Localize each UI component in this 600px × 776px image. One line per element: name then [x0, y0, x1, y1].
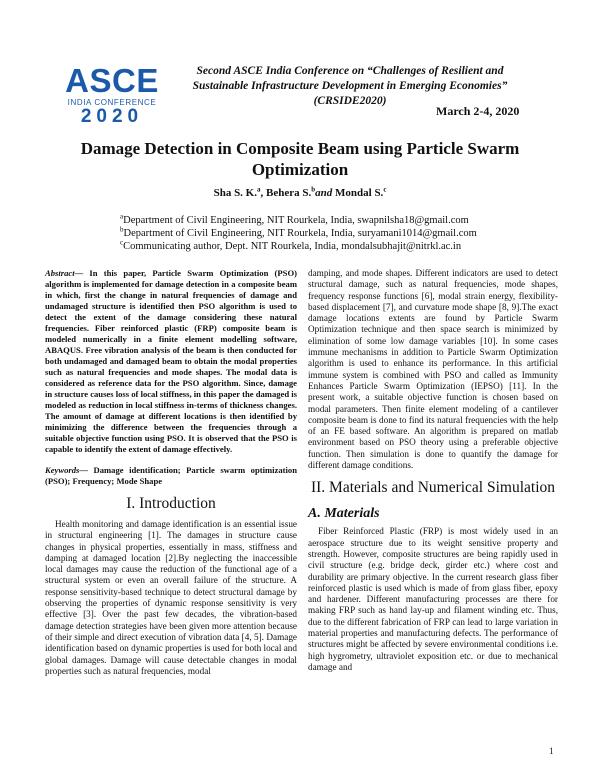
author-separator-1: ,: [260, 187, 266, 199]
author-1: Sha S. K.: [213, 187, 257, 199]
affiliation-3-text: Communicating author, Dept. NIT Rourkela, India, mondalsubhajit@nitrkl.ac.in: [123, 241, 462, 252]
right-column: [308, 268, 558, 673]
affiliations: [120, 214, 520, 253]
logo-subtitle: INDIA CONFERENCE: [67, 98, 157, 107]
affiliation-2-mark: b: [120, 225, 124, 234]
author-separator-2: and: [315, 187, 336, 199]
left-column: [45, 268, 297, 677]
abstract: [45, 268, 297, 455]
page-number: 1: [549, 746, 554, 756]
keywords-label: Keywords: [45, 465, 80, 475]
conference-line-2: Sustainable Infrastructure Development in Emerging Economies”: [192, 80, 508, 92]
logo-year: 2020: [80, 106, 144, 127]
author-1-mark: a: [257, 185, 261, 194]
materials-heading: II. Materials and Numerical Simulation: [310, 479, 556, 497]
introduction-body: Health monitoring and damage identification is an essential issue in structural engineering [1]. The damages in structure cause changes in physical properties, essentially in mass, stiffness and damping at damaged location [2].By neglecting the inaccessible local damages may cause the reduction of the functional age of a structural system or even an overall failure of the structure. A response sensitivity-based technique to detect structural damage by observing the properties of dynamic response sensitivity is very effective [3]. Over the past few decades, the vibration-based damage detection strategies have been given more attention because of their simple and direct execution of vibration data [4, 5]. Damage identification based on dynamic properties is used for both local and global damages. Damage will cause detectable changes in modal properties such as natural frequencies, modal: [45, 519, 297, 676]
materials-subheading: A. Materials: [308, 506, 380, 522]
author-3-mark: c: [383, 185, 387, 194]
conference-header: [180, 64, 520, 109]
conference-logo: [62, 62, 162, 127]
conference-date: March 2-4, 2020: [436, 104, 520, 118]
affiliation-1-mark: a: [120, 212, 124, 221]
abstract-label: Abstract: [45, 268, 75, 278]
affiliation-2: [120, 227, 520, 240]
introduction-heading: I. Introduction: [126, 495, 216, 512]
author-3: Mondal S.: [335, 187, 384, 199]
affiliation-3-mark: c: [120, 238, 124, 247]
keywords: [45, 465, 297, 487]
affiliation-1-text: Department of Civil Engineering, NIT Rourkela, India, swapnilsha18@gmail.com: [123, 215, 469, 226]
keywords-text: — Damage identification; Particle swarm optimization (PSO); Frequency; Mode Shape: [45, 465, 297, 486]
conference-line-1: Second ASCE India Conference on “Challenges of Resilient and: [196, 65, 504, 77]
materials-body: Fiber Reinforced Plastic (FRP) is most widely used in an aerospace structure due to its weight sensitive property and strength. However, composite structures are being rapidly used in civil structure (e.g. bridge deck, girder etc.) where cost and durability are primary objective. In the current research glass fiber reinforced plastic is used which is made of from glass fiber, epoxy and hardener. Different manufacturing processes are there for making FRP such as hand lay-up and filament winding etc. Thus, due to the different fabrication of FRP can lead to large variation in material properties and manufacturing defects. The performance of structures might be affected by severe environmental conditions i.e. high hygrometry, ultraviolet exposition etc. or due to mechanical damage and: [308, 526, 558, 672]
author-2-mark: b: [311, 185, 316, 194]
affiliation-1: [120, 214, 520, 227]
affiliation-3: [120, 240, 520, 253]
author-2: Behera S.: [266, 187, 312, 199]
paper-title: Damage Detection in Composite Beam using Particle Swarm Optimization: [80, 139, 520, 179]
author-list: [60, 187, 540, 199]
conference-line-3: (CRSIDE2020): [313, 95, 387, 107]
introduction-continued: damping, and mode shapes. Different indicators are used to detect structural damage, such as natural frequencies, mode shapes, frequency response functions [6], modal strain energy, flexibility-based displacement [7], and curvature mode shape [8, 9].The exact damage locations extents are found by Particle Swarm Optimization technique and then space search is minimized by elimination of some low damage variables [10]. In some cases immune mechanisms in addition to Particle Swarm Optimization algorithm is used to enhance its performance. In this artificial immune system is combined with PSO and called as Immunity Enhances Particle Swarm Optimization (IEPSO) [11]. In the present work, a suitable objective function is chosen based on modal parameters. Then finite element modeling of a cantilever composite beam is done to find its natural frequencies with the help of an FE based software. An algorithm is prepared on matlab environment based on PSO theory using a preferable objective function. Then simulation is done to quantify the damage for different damage conditions.: [308, 268, 558, 471]
abstract-text: — In this paper, Particle Swarm Optimization (PSO) algorithm is implemented for damage detection in a composite beam in which, first the change in natural frequencies of damage and undamaged structure is identified then PSO algorithm is used to detect the extent of the damage considering these natural frequencies. Fiber reinforced plastic (FRP) composite beam is modeled numerically in a finite element modelling software, ABAQUS. Free vibration analysis of the beam is then conducted for both undamaged and damaged beam to obtain the modal properties such as natural frequencies and mode shapes. The modal data is considered as reference data for the PSO algorithm. Since, damage in structure causes loss of local stiffness, in this paper the damaged is modeled as reduction in local stiffness in-terms of thickness changes. The amount of damage at different locations is then identified by minimizing the difference between the frequencies through a suitable objective function using PSO. It is observed that the PSO is capable to identify the extent of damage effectively.: [45, 268, 298, 454]
logo-acronym: ASCE: [65, 62, 159, 99]
affiliation-2-text: Department of Civil Engineering, NIT Rourkela, India, suryamani1014@gmail.com: [123, 228, 477, 239]
